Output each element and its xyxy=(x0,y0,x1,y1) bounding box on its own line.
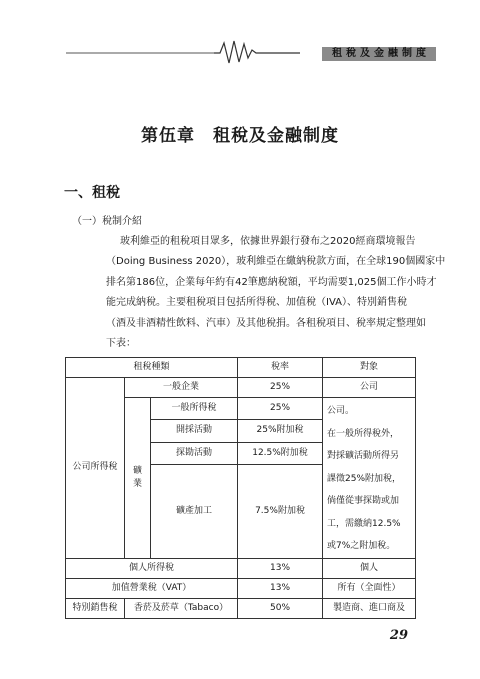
general-company-rate: 25% xyxy=(238,378,323,398)
special-tax-item: 香菸及菸草（Tabaco） xyxy=(125,598,238,618)
header-rate: 稅率 xyxy=(238,358,323,378)
mining-label: 礦業 xyxy=(125,398,151,559)
chapter-title: 第伍章 租稅及金融制度 xyxy=(141,126,339,146)
paragraph-line: 排名第186位，企業每年約有42筆應納稅額，平均需要1,025個工作小時才 xyxy=(106,276,437,288)
general-company-label: 一般企業 xyxy=(125,378,238,398)
mining-note-line: 或7%之附加稅。 xyxy=(327,541,396,551)
mining-item-rate: 25%附加稅 xyxy=(238,420,323,442)
section-title: 一、租稅 xyxy=(64,185,120,201)
table-header-row xyxy=(66,358,416,378)
table-row xyxy=(66,378,416,398)
personal-tax-label: 個人所得稅 xyxy=(66,558,238,578)
personal-tax-target: 個人 xyxy=(323,558,416,578)
header-tax-type: 租稅種類 xyxy=(66,358,238,378)
page-number: 29 xyxy=(389,628,408,643)
mining-note-line: 在一般所得稅外， xyxy=(327,428,400,439)
mining-item-label: 礦產加工 xyxy=(151,464,238,558)
special-tax-label: 特別銷售稅 xyxy=(66,598,125,618)
mining-item-label: 探勘活動 xyxy=(151,442,238,464)
mining-note-line: 倘僅從事探勘或加 xyxy=(327,496,400,506)
paragraph-line: （Doing Business 2020），玻利維亞在繳納稅款方面，在全球190個國家中 xyxy=(106,256,446,268)
intro-paragraph xyxy=(106,232,446,354)
paragraph-line: 能完成納稅。主要租稅項目包括所得稅、加值稅（IVA）、特別銷售稅 xyxy=(106,297,407,309)
subsection-title: （一）稅制介紹 xyxy=(72,216,142,227)
table-row xyxy=(66,598,416,618)
mining-item-rate: 7.5%附加稅 xyxy=(238,464,323,558)
mining-note xyxy=(323,398,416,559)
company-tax-label: 公司所得稅 xyxy=(66,378,125,559)
mining-item-rate: 25% xyxy=(238,398,323,420)
header-target: 對象 xyxy=(323,358,416,378)
mining-note-line: 課徵25%附加稅， xyxy=(327,473,402,484)
mining-note-line: 工，需繳納12.5% xyxy=(327,518,401,529)
table-row xyxy=(66,578,416,598)
vat-label: 加值營業稅（VAT） xyxy=(66,578,238,598)
vat-target: 所有（全面性） xyxy=(323,578,416,598)
special-tax-rate: 50% xyxy=(238,598,323,618)
paragraph-line: 玻利維亞的租稅項目眾多，依據世界銀行發布之2020經商環境報告 xyxy=(120,236,416,247)
special-tax-target: 製造商、進口商及 xyxy=(323,598,416,618)
page-header xyxy=(0,0,480,70)
tax-table xyxy=(65,357,416,619)
table-row xyxy=(66,558,416,578)
running-header-title: 租稅及金融制度 xyxy=(322,47,436,61)
mining-item-rate: 12.5%附加稅 xyxy=(238,442,323,464)
personal-tax-rate: 13% xyxy=(238,558,323,578)
paragraph-line: 下表： xyxy=(106,337,136,349)
mining-note-line: 對採礦活動所得另 xyxy=(327,451,400,461)
mining-item-label: 一般所得稅 xyxy=(151,398,238,420)
paragraph-line: （酒及非酒精性飲料、汽車）及其他稅捐。各租稅項目、稅率規定整理如 xyxy=(106,317,426,329)
mining-item-label: 開採活動 xyxy=(151,420,238,442)
vat-rate: 13% xyxy=(238,578,323,598)
mining-note-line: 公司。 xyxy=(327,406,355,416)
general-company-target: 公司 xyxy=(323,378,416,398)
